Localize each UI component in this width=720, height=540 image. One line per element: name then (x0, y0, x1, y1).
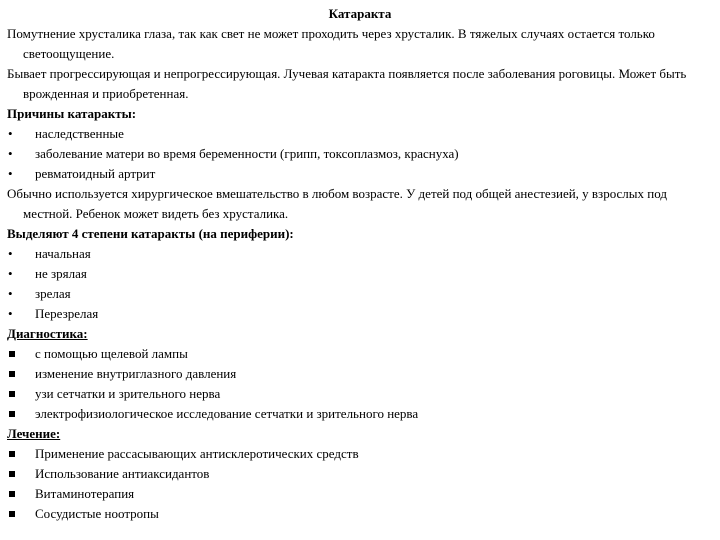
list-item (7, 344, 713, 364)
list-item-text: не зрялая (35, 266, 87, 281)
list-item-text: наследственные (35, 126, 124, 141)
bullet-icon: • (8, 266, 13, 281)
list-item-text: ревматоидный артрит (35, 166, 156, 181)
list-item (7, 164, 713, 184)
square-bullet-icon (7, 384, 35, 404)
bullet-icon: • (8, 146, 13, 161)
list-item (7, 144, 713, 164)
causes-heading: Причины катаракты: (7, 106, 137, 121)
page-title: Катаракта (328, 6, 392, 21)
stages-heading: Выделяют 4 степени катаракты (на периферии): (7, 226, 294, 241)
list-item-text: Перезрелая (35, 306, 99, 321)
list-item-text: электрофизиологическое исследование сетчатки и зрительного нерва (35, 406, 419, 421)
list-item-text: зрелая (35, 286, 71, 301)
square-bullet-icon (7, 344, 35, 364)
document (7, 4, 713, 524)
intro-paragraph-2: Бывает прогрессирующая и непрогрессирующая. Лучевая катаракта появляется после заболевания роговицы. Может быть врожденная и приобретенная. (7, 66, 687, 101)
list-item (7, 264, 713, 284)
list-item (7, 124, 713, 144)
treatment-heading-text: Лечение: (7, 426, 61, 441)
square-bullet-icon (7, 364, 35, 384)
bullet-icon: • (8, 166, 13, 181)
list-item (7, 364, 713, 384)
list-item (7, 504, 713, 524)
list-item-text: Использование антиаксидантов (35, 466, 210, 481)
list-item-text: Сосудистые ноотропы (35, 506, 159, 521)
list-item-text: с помощью щелевой лампы (35, 346, 188, 361)
bullet-icon: • (8, 126, 13, 141)
list-item (7, 304, 713, 324)
square-bullet-icon (7, 464, 35, 484)
square-bullet-icon (7, 444, 35, 464)
list-item-text: начальная (35, 246, 91, 261)
list-item-text: заболевание матери во время беременности (грипп, токсоплазмоз, краснуха) (35, 146, 459, 161)
bullet-icon: • (8, 306, 13, 321)
list-item-text: изменение внутриглазного давления (35, 366, 237, 381)
list-item (7, 384, 713, 404)
list-item-text: Витаминотерапия (35, 486, 135, 501)
surgery-paragraph: Обычно используется хирургическое вмешательство в любом возрасте. У детей под общей анестезией, у взрослых под местной. Ребенок может видеть без хрусталика. (7, 186, 667, 221)
list-item-text: узи сетчатки и зрительного нерва (35, 386, 221, 401)
treatment-heading (7, 424, 713, 444)
list-item (7, 404, 713, 424)
square-bullet-icon (7, 484, 35, 504)
diagnostics-heading-text: Диагностика: (7, 326, 88, 341)
bullet-icon: • (8, 246, 13, 261)
list-item-text: Применение рассасывающих антисклеротических средств (35, 446, 359, 461)
list-item (7, 244, 713, 264)
list-item (7, 444, 713, 464)
square-bullet-icon (7, 404, 35, 424)
diagnostics-heading (7, 324, 713, 344)
intro-paragraph-1: Помутнение хрусталика глаза, так как свет не может проходить через хрусталик. В тяжелых случаях остается только светоощущение. (7, 26, 655, 61)
list-item (7, 484, 713, 504)
bullet-icon: • (8, 286, 13, 301)
list-item (7, 284, 713, 304)
list-item (7, 464, 713, 484)
square-bullet-icon (7, 504, 35, 524)
